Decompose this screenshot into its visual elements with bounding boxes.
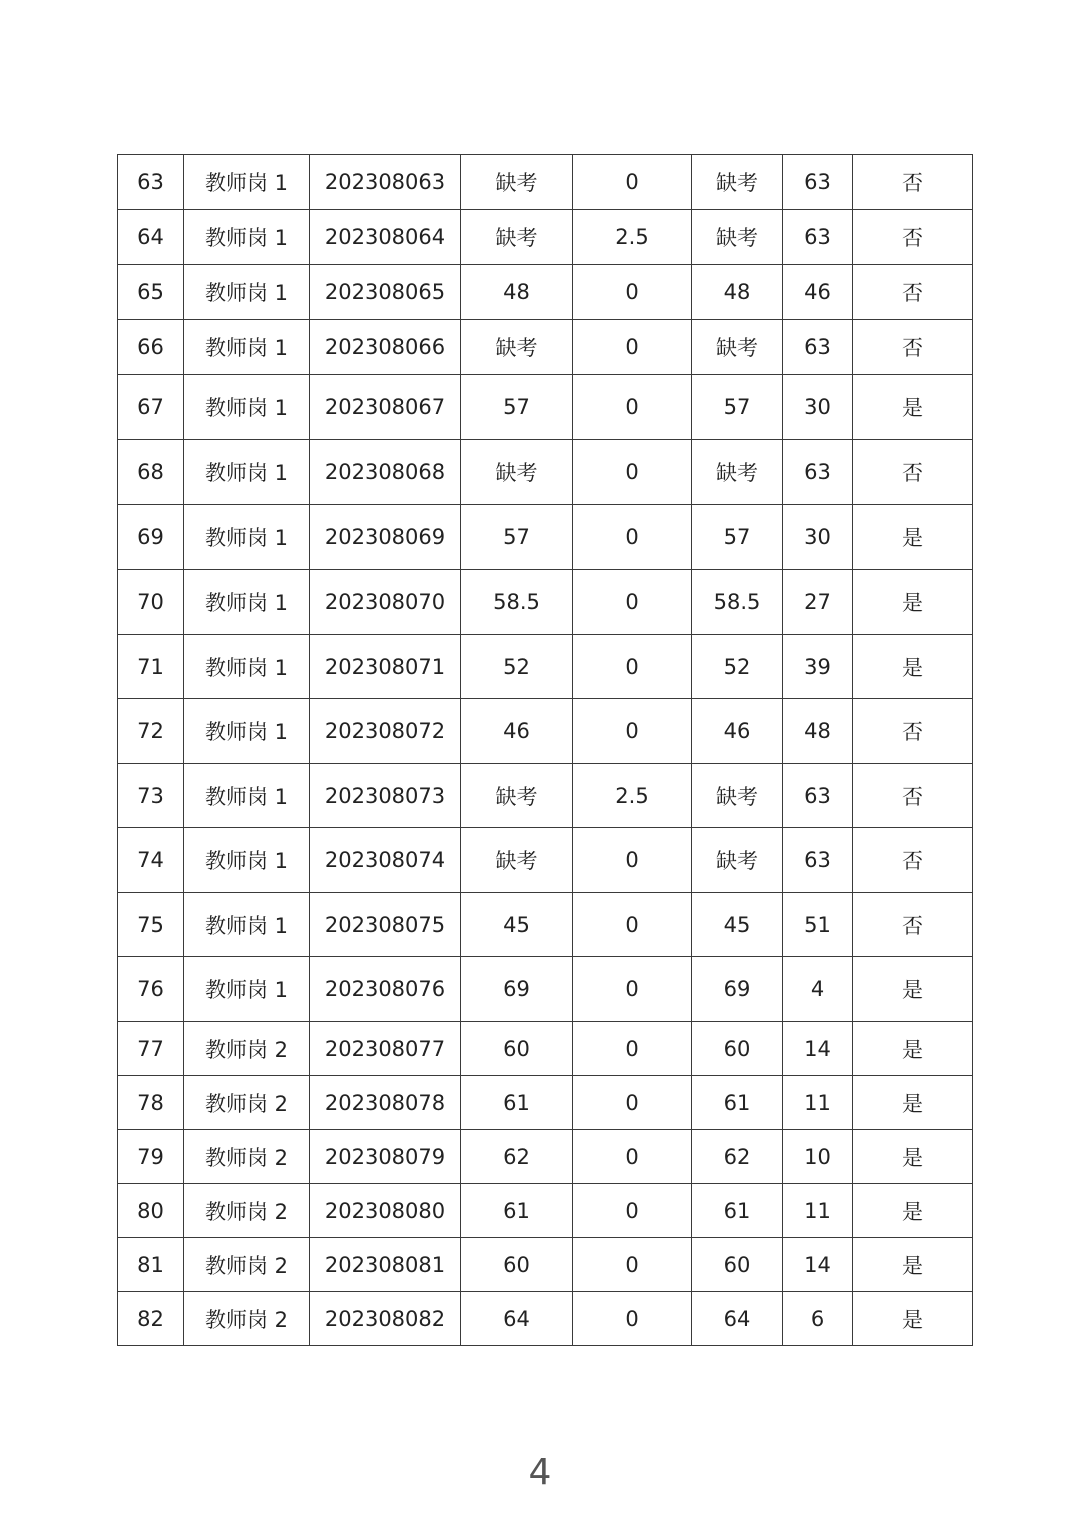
cell-written-score: 57 — [461, 375, 573, 440]
cell-post: 教师岗 1 — [184, 570, 310, 635]
cell-rank: 27 — [783, 570, 853, 635]
cell-written-score: 60 — [461, 1238, 573, 1292]
cell-total-score: 46 — [692, 699, 783, 764]
cell-exam-id: 202308081 — [310, 1238, 461, 1292]
cell-no: 77 — [118, 1022, 184, 1076]
cell-rank: 63 — [783, 320, 853, 375]
cell-bonus: 0 — [573, 570, 692, 635]
cell-bonus: 0 — [573, 320, 692, 375]
cell-rank: 14 — [783, 1238, 853, 1292]
cell-exam-id: 202308074 — [310, 828, 461, 893]
cell-bonus: 0 — [573, 635, 692, 699]
cell-no: 74 — [118, 828, 184, 893]
cell-post: 教师岗 2 — [184, 1076, 310, 1130]
cell-interview: 否 — [853, 210, 973, 265]
table-row — [118, 957, 973, 1022]
cell-post: 教师岗 1 — [184, 957, 310, 1022]
cell-written-score: 69 — [461, 957, 573, 1022]
cell-bonus: 0 — [573, 1130, 692, 1184]
cell-post: 教师岗 1 — [184, 505, 310, 570]
cell-total-score: 58.5 — [692, 570, 783, 635]
cell-no: 71 — [118, 635, 184, 699]
cell-rank: 10 — [783, 1130, 853, 1184]
cell-total-score: 61 — [692, 1184, 783, 1238]
cell-bonus: 0 — [573, 699, 692, 764]
cell-written-score: 64 — [461, 1292, 573, 1346]
cell-exam-id: 202308082 — [310, 1292, 461, 1346]
cell-no: 80 — [118, 1184, 184, 1238]
table-row — [118, 210, 973, 265]
cell-exam-id: 202308073 — [310, 764, 461, 828]
cell-written-score: 缺考 — [461, 828, 573, 893]
cell-post: 教师岗 1 — [184, 635, 310, 699]
cell-interview: 否 — [853, 155, 973, 210]
cell-post: 教师岗 1 — [184, 828, 310, 893]
cell-bonus: 2.5 — [573, 210, 692, 265]
cell-total-score: 57 — [692, 505, 783, 570]
cell-no: 63 — [118, 155, 184, 210]
cell-total-score: 48 — [692, 265, 783, 320]
cell-post: 教师岗 2 — [184, 1292, 310, 1346]
table-row — [118, 375, 973, 440]
cell-written-score: 48 — [461, 265, 573, 320]
cell-exam-id: 202308067 — [310, 375, 461, 440]
cell-written-score: 61 — [461, 1076, 573, 1130]
cell-post: 教师岗 1 — [184, 210, 310, 265]
table-row — [118, 1184, 973, 1238]
cell-interview: 否 — [853, 320, 973, 375]
table-row — [118, 1076, 973, 1130]
cell-exam-id: 202308069 — [310, 505, 461, 570]
cell-interview: 否 — [853, 699, 973, 764]
cell-rank: 39 — [783, 635, 853, 699]
cell-exam-id: 202308077 — [310, 1022, 461, 1076]
score-table — [117, 154, 973, 1346]
cell-post: 教师岗 1 — [184, 155, 310, 210]
cell-interview: 是 — [853, 1130, 973, 1184]
cell-total-score: 64 — [692, 1292, 783, 1346]
cell-interview: 是 — [853, 1184, 973, 1238]
cell-written-score: 58.5 — [461, 570, 573, 635]
cell-no: 81 — [118, 1238, 184, 1292]
cell-post: 教师岗 1 — [184, 320, 310, 375]
cell-post: 教师岗 2 — [184, 1022, 310, 1076]
cell-post: 教师岗 1 — [184, 375, 310, 440]
cell-rank: 63 — [783, 764, 853, 828]
cell-total-score: 52 — [692, 635, 783, 699]
table-row — [118, 893, 973, 957]
table-row — [118, 699, 973, 764]
cell-rank: 51 — [783, 893, 853, 957]
cell-rank: 48 — [783, 699, 853, 764]
cell-bonus: 0 — [573, 155, 692, 210]
cell-interview: 否 — [853, 440, 973, 505]
cell-written-score: 45 — [461, 893, 573, 957]
cell-written-score: 57 — [461, 505, 573, 570]
cell-rank: 46 — [783, 265, 853, 320]
cell-exam-id: 202308078 — [310, 1076, 461, 1130]
cell-no: 79 — [118, 1130, 184, 1184]
cell-bonus: 0 — [573, 1022, 692, 1076]
table-row — [118, 320, 973, 375]
cell-interview: 是 — [853, 570, 973, 635]
cell-interview: 是 — [853, 1022, 973, 1076]
cell-written-score: 缺考 — [461, 320, 573, 375]
cell-post: 教师岗 1 — [184, 764, 310, 828]
cell-interview: 是 — [853, 1292, 973, 1346]
cell-rank: 63 — [783, 828, 853, 893]
cell-total-score: 45 — [692, 893, 783, 957]
cell-no: 72 — [118, 699, 184, 764]
cell-no: 64 — [118, 210, 184, 265]
cell-rank: 30 — [783, 375, 853, 440]
table-row — [118, 440, 973, 505]
cell-interview: 否 — [853, 265, 973, 320]
page-number: 4 — [528, 1452, 552, 1493]
cell-no: 82 — [118, 1292, 184, 1346]
cell-exam-id: 202308080 — [310, 1184, 461, 1238]
cell-written-score: 62 — [461, 1130, 573, 1184]
cell-rank: 4 — [783, 957, 853, 1022]
cell-rank: 63 — [783, 440, 853, 505]
cell-total-score: 62 — [692, 1130, 783, 1184]
cell-no: 73 — [118, 764, 184, 828]
cell-interview: 否 — [853, 893, 973, 957]
table-row — [118, 1022, 973, 1076]
cell-exam-id: 202308075 — [310, 893, 461, 957]
table-row — [118, 1130, 973, 1184]
cell-bonus: 0 — [573, 265, 692, 320]
cell-exam-id: 202308065 — [310, 265, 461, 320]
table-row — [118, 764, 973, 828]
cell-bonus: 0 — [573, 505, 692, 570]
cell-rank: 11 — [783, 1076, 853, 1130]
cell-exam-id: 202308063 — [310, 155, 461, 210]
cell-interview: 否 — [853, 828, 973, 893]
cell-total-score: 69 — [692, 957, 783, 1022]
cell-exam-id: 202308070 — [310, 570, 461, 635]
cell-bonus: 0 — [573, 1076, 692, 1130]
cell-total-score: 61 — [692, 1076, 783, 1130]
cell-no: 69 — [118, 505, 184, 570]
cell-post: 教师岗 1 — [184, 440, 310, 505]
cell-total-score: 缺考 — [692, 320, 783, 375]
cell-written-score: 52 — [461, 635, 573, 699]
cell-bonus: 0 — [573, 1238, 692, 1292]
table-row — [118, 1292, 973, 1346]
cell-interview: 是 — [853, 1076, 973, 1130]
cell-exam-id: 202308066 — [310, 320, 461, 375]
cell-written-score: 缺考 — [461, 155, 573, 210]
cell-exam-id: 202308068 — [310, 440, 461, 505]
cell-exam-id: 202308071 — [310, 635, 461, 699]
cell-written-score: 缺考 — [461, 764, 573, 828]
table-row — [118, 635, 973, 699]
cell-post: 教师岗 2 — [184, 1238, 310, 1292]
cell-no: 66 — [118, 320, 184, 375]
cell-bonus: 0 — [573, 828, 692, 893]
cell-written-score: 46 — [461, 699, 573, 764]
cell-no: 68 — [118, 440, 184, 505]
table-row — [118, 570, 973, 635]
cell-total-score: 缺考 — [692, 828, 783, 893]
cell-rank: 6 — [783, 1292, 853, 1346]
cell-no: 78 — [118, 1076, 184, 1130]
cell-rank: 14 — [783, 1022, 853, 1076]
cell-total-score: 缺考 — [692, 210, 783, 265]
cell-post: 教师岗 2 — [184, 1130, 310, 1184]
cell-rank: 63 — [783, 210, 853, 265]
cell-interview: 否 — [853, 764, 973, 828]
cell-written-score: 缺考 — [461, 210, 573, 265]
table-row — [118, 265, 973, 320]
cell-bonus: 0 — [573, 957, 692, 1022]
cell-bonus: 0 — [573, 893, 692, 957]
cell-exam-id: 202308072 — [310, 699, 461, 764]
cell-exam-id: 202308079 — [310, 1130, 461, 1184]
cell-no: 70 — [118, 570, 184, 635]
cell-bonus: 0 — [573, 1184, 692, 1238]
cell-no: 76 — [118, 957, 184, 1022]
cell-post: 教师岗 1 — [184, 893, 310, 957]
cell-bonus: 0 — [573, 375, 692, 440]
cell-written-score: 缺考 — [461, 440, 573, 505]
cell-total-score: 缺考 — [692, 764, 783, 828]
cell-post: 教师岗 1 — [184, 699, 310, 764]
cell-no: 65 — [118, 265, 184, 320]
cell-interview: 是 — [853, 635, 973, 699]
cell-bonus: 0 — [573, 440, 692, 505]
cell-rank: 30 — [783, 505, 853, 570]
cell-written-score: 61 — [461, 1184, 573, 1238]
cell-no: 67 — [118, 375, 184, 440]
cell-rank: 63 — [783, 155, 853, 210]
cell-interview: 是 — [853, 505, 973, 570]
table-row — [118, 155, 973, 210]
cell-interview: 是 — [853, 1238, 973, 1292]
cell-total-score: 60 — [692, 1238, 783, 1292]
cell-interview: 是 — [853, 957, 973, 1022]
score-table-body — [118, 155, 973, 1346]
cell-rank: 11 — [783, 1184, 853, 1238]
cell-post: 教师岗 1 — [184, 265, 310, 320]
cell-exam-id: 202308076 — [310, 957, 461, 1022]
cell-exam-id: 202308064 — [310, 210, 461, 265]
table-row — [118, 505, 973, 570]
cell-written-score: 60 — [461, 1022, 573, 1076]
cell-total-score: 60 — [692, 1022, 783, 1076]
cell-total-score: 缺考 — [692, 155, 783, 210]
table-row — [118, 828, 973, 893]
cell-total-score: 57 — [692, 375, 783, 440]
cell-bonus: 2.5 — [573, 764, 692, 828]
cell-total-score: 缺考 — [692, 440, 783, 505]
cell-bonus: 0 — [573, 1292, 692, 1346]
table-row — [118, 1238, 973, 1292]
cell-post: 教师岗 2 — [184, 1184, 310, 1238]
cell-no: 75 — [118, 893, 184, 957]
cell-interview: 是 — [853, 375, 973, 440]
